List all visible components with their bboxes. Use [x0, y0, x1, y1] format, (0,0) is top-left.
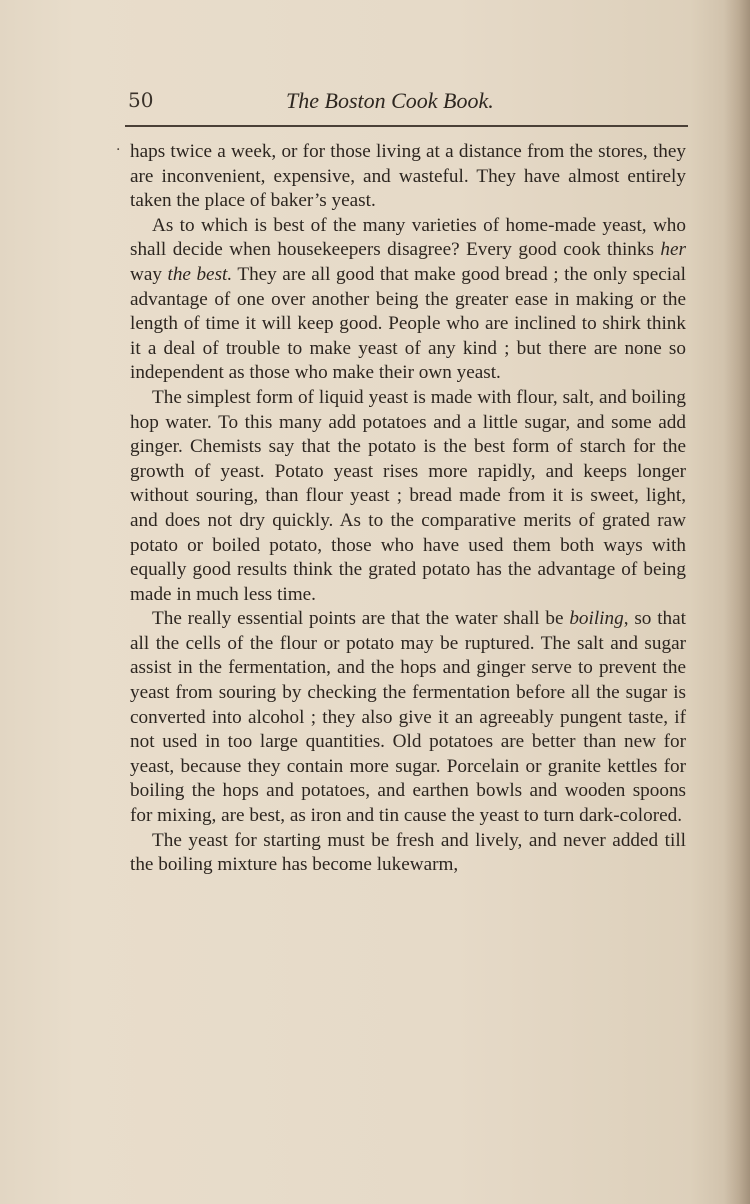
- margin-mark: ·: [116, 142, 121, 158]
- paragraph-4: [130, 607, 686, 828]
- paragraph-2-emphasis-the-best: the best.: [167, 263, 233, 285]
- paragraph-2-text: As to which is best of the many varieties of home-made yeast, who shall decide when housekeepers disagree? Every good cook thinks: [130, 214, 686, 261]
- body-text: [130, 140, 686, 878]
- paragraph-5: The yeast for starting must be fresh and lively, and never added till the boiling mixture has become lukewarm,: [130, 829, 686, 876]
- page-number: 50: [128, 88, 154, 112]
- header-rule: [125, 125, 688, 127]
- paragraph-1: haps twice a week, or for those living at a distance from the stores, they are inconvenient, expensive, and wasteful. They have almost entirely taken the place of baker’s yeast.: [130, 141, 686, 212]
- page-edge-shadow: [724, 0, 750, 1204]
- paragraph-4-emphasis-boiling: boiling: [569, 608, 624, 630]
- paragraph-4-text: The really essential points are that the water shall be: [152, 608, 570, 630]
- paragraph-2-text: way: [130, 263, 168, 285]
- paragraph-2: [130, 214, 686, 386]
- running-head: [128, 88, 688, 116]
- paragraph-3: The simplest form of liquid yeast is made with flour, salt, and boiling hop water. To this many add potatoes and a little sugar, and some add ginger. Chemists say that the potato is the best form of starch for the growth of yeast. Potato yeast rises more rapidly, and keeps longer without souring, than flour yeast ; bread made from it is sweet, light, and does not dry quickly. As to the comparative merits of grated raw potato or boiled potato, those who have used them both ways with equally good results think the grated potato has the advantage of being made in much less time.: [130, 386, 686, 605]
- paragraph-4-text: , so that all the cells of the flour or potato may be ruptured. The salt and sugar assist in the fermentation, and the hops and ginger serve to prevent the yeast from souring by checking the fermentation before all the sugar is converted into alcohol ; they also give it an agreeably pungent taste, if not used in too large quantities. Old potatoes are better than new for yeast, because they contain more sugar. Porcelain or granite kettles for boiling the hops and potatoes, and earthen bowls and wooden spoons for mixing, are best, as iron and tin cause the yeast to turn dark-colored.: [130, 608, 686, 827]
- paragraph-2-text: They are all good that make good bread ; the only special advantage of one over another being the greater ease in making or the length of time it will keep good. People who are inclined to shirk think it a deal of trouble to make yeast of any kind ; but there are none so independent as those who make their own yeast.: [130, 263, 686, 384]
- paragraph-2-emphasis-her: her: [660, 239, 686, 261]
- book-title: The Boston Cook Book.: [286, 88, 494, 113]
